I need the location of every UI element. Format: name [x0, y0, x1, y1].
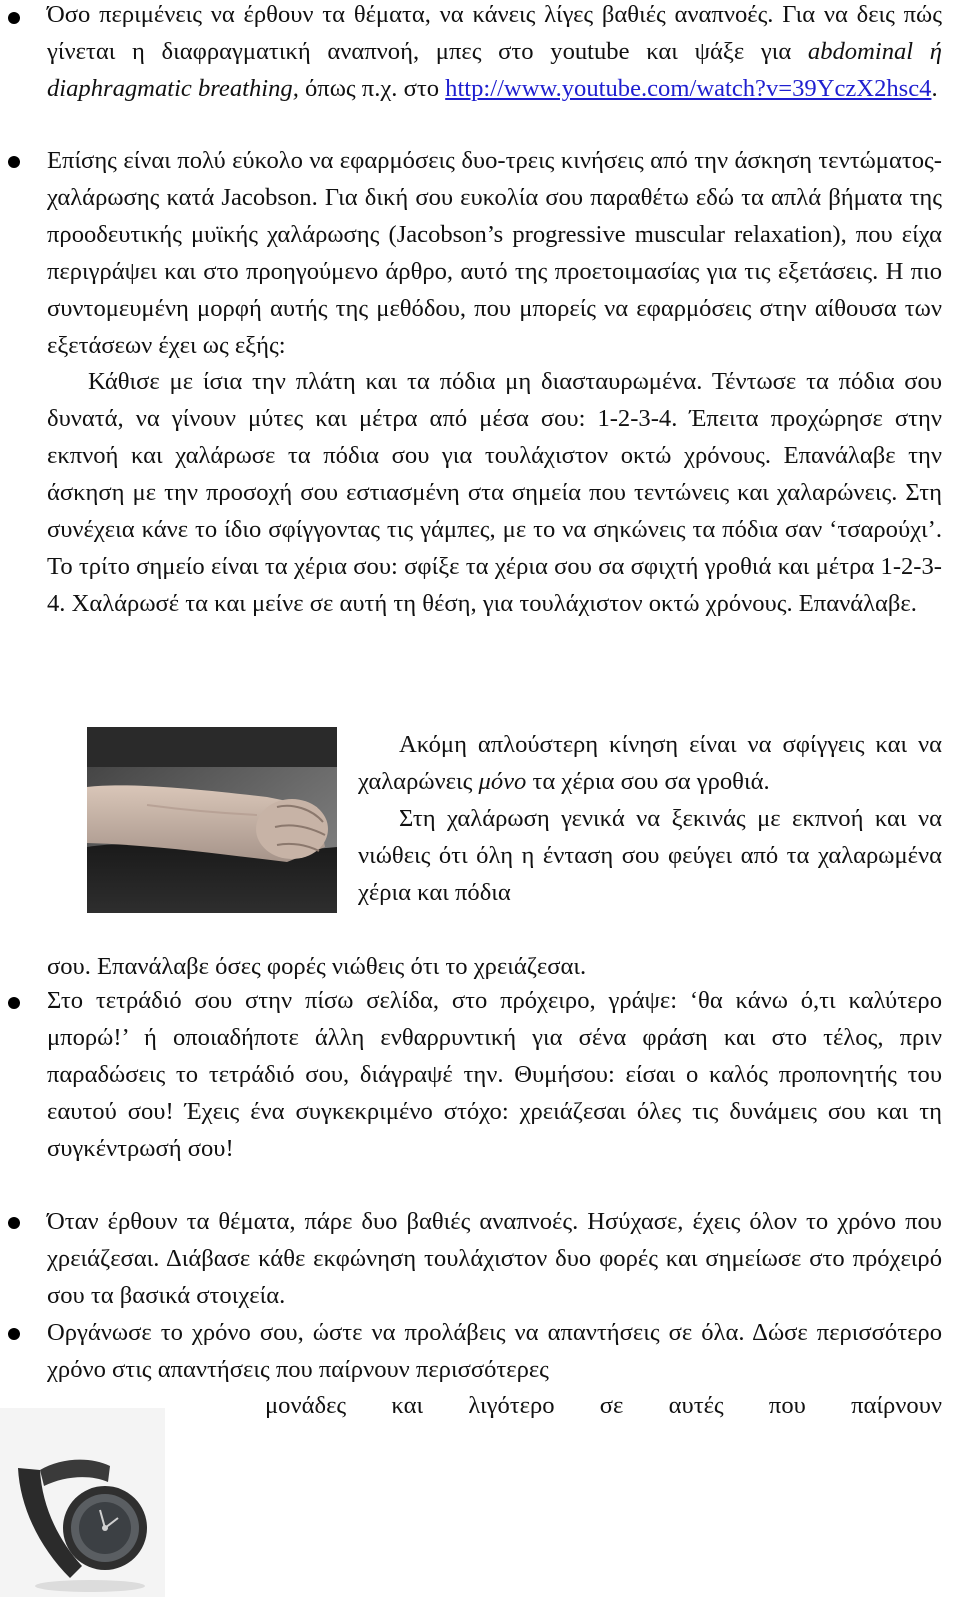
text: Όσο περιμένεις να έρθουν τα θέματα, να κάνεις λίγες βαθιές αναπνοές. Για να δεις πώς γίνεται η διαφραγματική αναπνοή, μπες στο youtube και ψάξε για	[47, 1, 942, 65]
text: όπως π.χ. στο	[298, 74, 446, 102]
fist-illustration	[87, 727, 337, 913]
watch-photo	[0, 1408, 165, 1597]
text: τα χέρια σου σα γροθιά.	[526, 767, 770, 795]
bullet-item-breathing	[47, 0, 942, 108]
bullet-item-time-last-line: μονάδες και λιγότερο σε αυτές που παίρνουν	[265, 1392, 942, 1419]
italic-text: abdominal ή diaphragmatic breathing,	[47, 37, 943, 102]
bullet-dot	[8, 1328, 20, 1340]
fist-photo	[87, 727, 337, 913]
bullet-item-time: Οργάνωσε το χρόνο σου, ώστε να προλάβεις να απαντήσεις σε όλα. Δώσε περισσότερο χρόνο στις απαντήσεις που παίρνουν περισσότερες	[47, 1319, 942, 1383]
paragraph-intro: Επίσης είναι πολύ εύκολο να εφαρμόσεις δυο-τρεις κινήσεις από την άσκηση τεντώματος-χαλάρωσης κατά Jacobson. Για δική σου ευκολία σου παραθέτω εδώ τα απλά βήματα της προοδευτικής μυϊκής χαλάρωσης (Jacobson’s progressive muscular relaxation), που είχα περιγράψει και στο προηγούμενο άρθρο, αυτό της προετοιμασίας για τις εξετάσεις. Η πιο συντομευμένη μορφή αυτής της μεθόδου, που μπορείς να εφαρμόσεις στην αίθουσα των εξετάσεων έχει ως εξής:	[47, 147, 942, 359]
italic-text: μόνο	[478, 767, 527, 795]
bullet-item-notebook: Στο τετράδιό σου στην πίσω σελίδα, στο πρόχειρο, γράψε: ‘θα κάνω ό,τι καλύτερο μπορώ!’ ή οποιαδήποτε άλλη ενθαρρυντική για σένα φράση και στο τέλος, πριν παραδώσεις το τετράδιό σου, διάγραψέ την. Θυμήσου: είσαι ο καλός προπονητής του εαυτού σου! Έχεις ένα συγκεκριμένο στόχο: χρειάζεσαι όλες τις δυνάμεις σου και τη συγκέντρωσή σου!	[47, 987, 942, 1162]
watch-illustration	[0, 1408, 165, 1597]
bullet-dot	[8, 12, 20, 24]
text: Ακόμη απλούστερη κίνηση είναι να σφίγγεις και να χαλαρώνεις	[358, 731, 942, 795]
youtube-link[interactable]: http://www.youtube.com/watch?v=39YczX2hsc4	[445, 74, 932, 102]
bullet-dot	[8, 997, 20, 1009]
paragraph-relaxation-end: σου. Επανάλαβε όσες φορές νιώθεις ότι το χρειάζεσαι.	[47, 953, 587, 980]
text: .	[931, 74, 938, 102]
paragraph-relaxation: Στη χαλάρωση γενικά να ξεκινάς με εκπνοή και να νιώθεις ότι όλη η ένταση σου φεύγει από τα χαλαρωμένα χέρια και πόδια	[358, 804, 942, 906]
bullet-item-jacobson	[47, 143, 942, 623]
paragraph-steps: Κάθισε με ίσια την πλάτη και τα πόδια μη διασταυρωμένα. Τέντωσε τα πόδια σου δυνατά, να γίνουν μύτες και μέτρα από μέσα σου: 1-2-3-4. Έπειτα προχώρησε στην εκπνοή και χαλάρωσε τα πόδια σου για τουλάχιστον οκτώ χρόνους. Επανάλαβε την άσκηση με την προσοχή σου εστιασμένη στα σημεία που τεντώνεις και χαλαρώνεις. Στη συνέχεια κάνε το ίδιο σφίγγοντας τις γάμπες, με το να σηκώνεις τα πόδια σαν ‘τσαρούχι’. Το τρίτο σημείο είναι τα χέρια σου: σφίξε τα χέρια σου σα σφιχτή γροθιά και μέτρα 1-2-3-4. Χαλάρωσέ τα και μείνε σε αυτή τη θέση, για τουλάχιστον οκτώ χρόνους. Επανάλαβε.	[47, 368, 942, 617]
bullet-dot	[8, 156, 20, 168]
bullet-dot	[8, 1217, 20, 1229]
paragraph-simpler	[358, 727, 942, 801]
bullet-item-topics: Όταν έρθουν τα θέματα, πάρε δυο βαθιές αναπνοές. Ησύχασε, έχεις όλον το χρόνο που χρειάζεσαι. Διάβασε κάθε εκφώνηση τουλάχιστον δυο φορές και σημείωσε στο πρόχειρό σου τα βασικά στοιχεία.	[47, 1208, 942, 1309]
text-beside-image	[358, 727, 942, 912]
